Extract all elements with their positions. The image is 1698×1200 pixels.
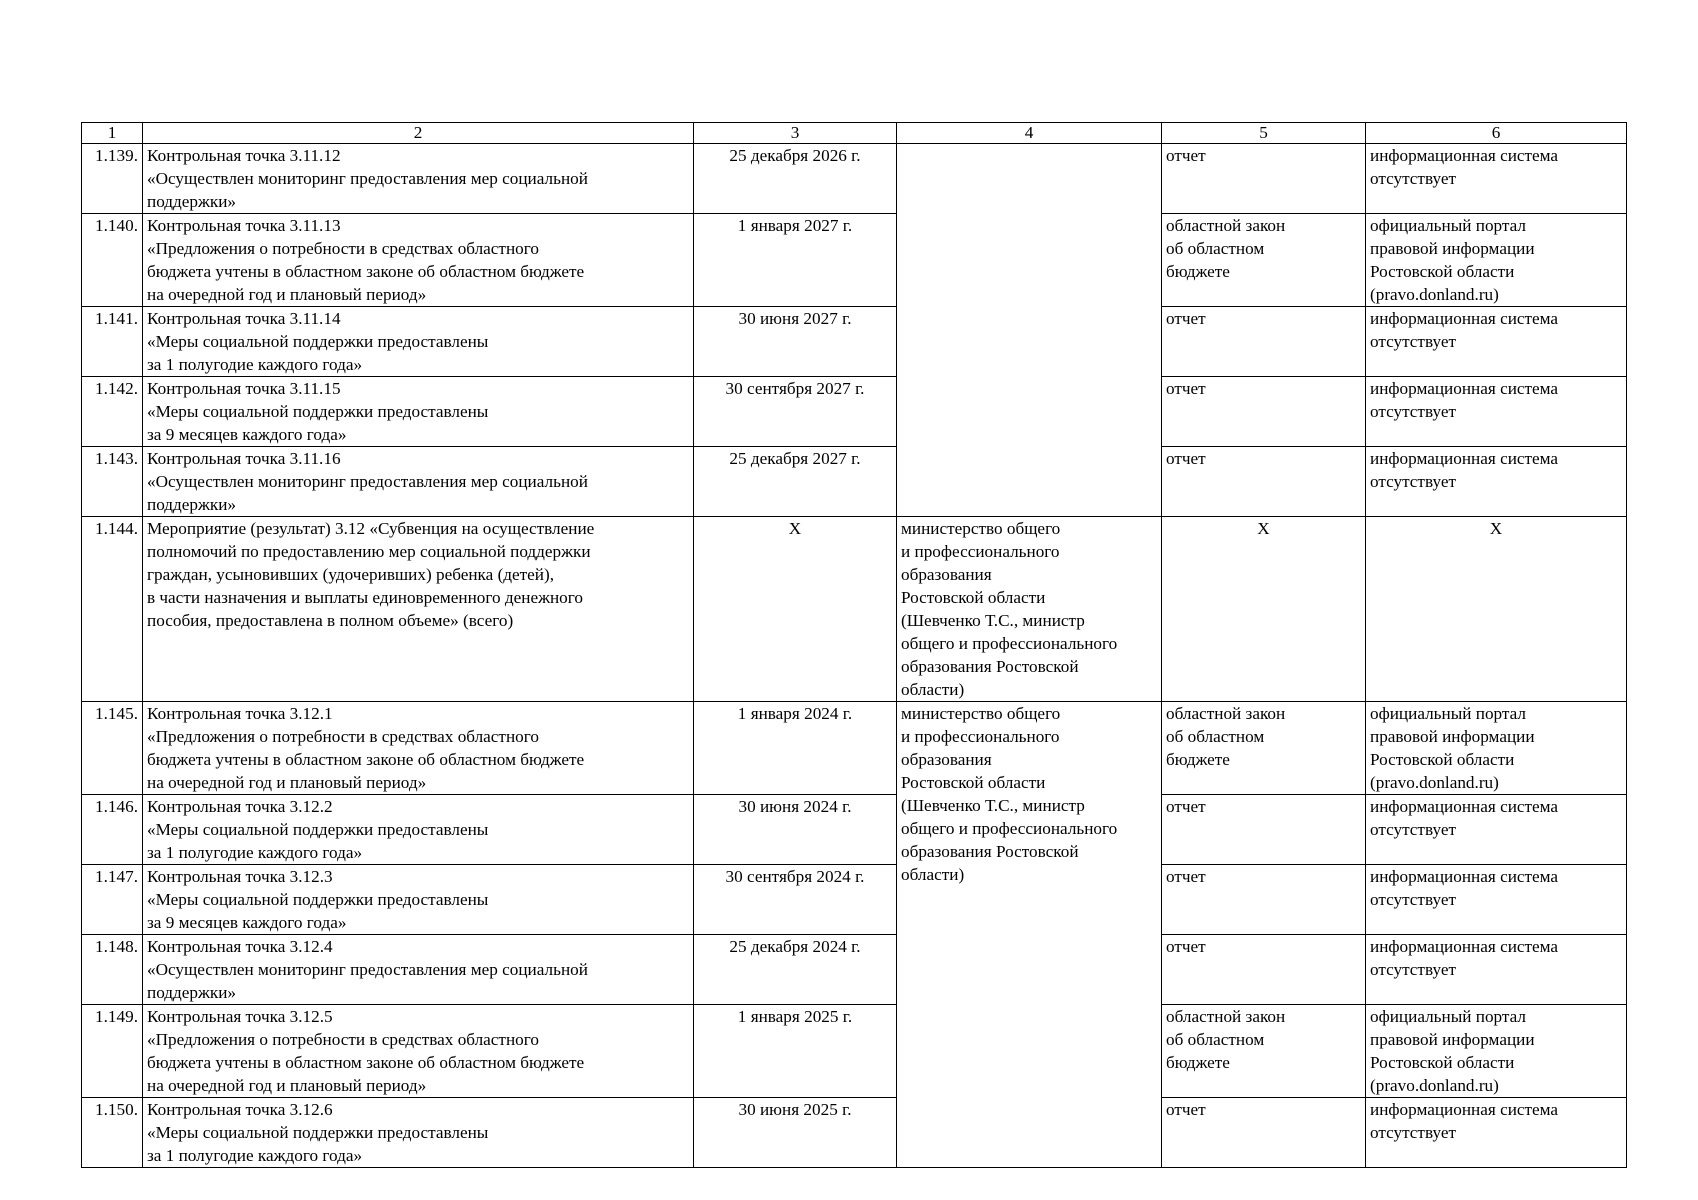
information-system-cell-line: (pravo.donland.ru) [1370,285,1499,304]
event-cell-line: «Меры социальной поддержки предоставлены [147,402,489,421]
event-cell-line: Контрольная точка 3.12.4 [147,937,333,956]
information-system-cell-line: официальный портал [1370,1007,1526,1026]
event-cell [143,377,694,447]
event-cell-line: «Предложения о потребности в средствах областного [147,727,539,746]
event-cell [143,865,694,935]
table-row [82,795,1627,865]
table-row [82,1005,1627,1098]
table-row [82,307,1627,377]
document-type-cell [1162,1098,1366,1168]
information-system-cell [1366,144,1627,214]
information-system-cell-line: информационная система [1370,1100,1559,1119]
responsible-line: министерство общего [901,519,1061,538]
event-cell-line: «Меры социальной поддержки предоставлены [147,1123,489,1142]
table-row [82,865,1627,935]
event-cell [143,795,694,865]
information-system-cell-line: X [1489,519,1503,538]
event-cell-line: бюджета учтены в областном законе об областном бюджете [147,1053,585,1072]
event-cell-line: в части назначения и выплаты единовременного денежного [147,588,583,607]
information-system-cell-line: отсутствует [1370,820,1456,839]
information-system-cell [1366,865,1627,935]
information-system-cell-line: информационная система [1370,146,1559,165]
table-body [82,123,1627,1168]
date-cell: 1 января 2027 г. [694,214,897,307]
event-cell-line: за 1 полугодие каждого года» [147,1146,363,1165]
information-system-cell-line: правовой информации [1370,727,1535,746]
information-system-cell [1366,377,1627,447]
responsible-line: образования [901,750,992,769]
information-system-cell-line: отсутствует [1370,890,1456,909]
responsible-line: Ростовской области [901,588,1046,607]
event-cell-line: поддержки» [147,983,237,1002]
event-cell-line: бюджета учтены в областном законе об областном бюджете [147,262,585,281]
document-type-cell [1162,307,1366,377]
event-cell-line: поддержки» [147,495,237,514]
row-number: 1.139. [82,144,143,214]
event-cell [143,144,694,214]
document-type-cell-line: отчет [1166,1100,1206,1119]
row-number: 1.147. [82,865,143,935]
responsible-cell [897,702,1162,1168]
event-cell [143,1098,694,1168]
row-number: 1.146. [82,795,143,865]
information-system-cell [1366,447,1627,517]
row-number: 1.148. [82,935,143,1005]
information-system-cell [1366,1005,1627,1098]
information-system-cell [1366,1098,1627,1168]
responsible-line: и профессионального [901,727,1060,746]
event-cell-line: Контрольная точка 3.12.5 [147,1007,333,1026]
information-system-cell [1366,307,1627,377]
event-cell-line: «Предложения о потребности в средствах областного [147,239,539,258]
document-type-cell [1162,447,1366,517]
document-type-cell-line: отчет [1166,309,1206,328]
event-cell-line: граждан, усыновивших (удочеривших) ребенка (детей), [147,565,555,584]
event-cell-line: пособия, предоставлена в полном объеме» (всего) [147,611,514,630]
information-system-cell [1366,795,1627,865]
table-row [82,702,1627,795]
document-type-cell [1162,1005,1366,1098]
information-system-cell-line: информационная система [1370,797,1559,816]
event-cell-line: «Меры социальной поддержки предоставлены [147,332,489,351]
table-row [82,144,1627,214]
column-header-2: 2 [143,123,694,144]
document-type-cell [1162,214,1366,307]
event-cell-line: «Осуществлен мониторинг предоставления мер социальной [147,960,588,979]
information-system-cell-line: (pravo.donland.ru) [1370,773,1499,792]
information-system-cell-line: Ростовской области [1370,1053,1515,1072]
event-cell-line: поддержки» [147,192,237,211]
event-cell [143,517,694,702]
column-header-1: 1 [82,123,143,144]
column-header-3: 3 [694,123,897,144]
event-cell-line: полномочий по предоставлению мер социальной поддержки [147,542,591,561]
information-system-cell-line: отсутствует [1370,402,1456,421]
event-cell [143,935,694,1005]
event-cell-line: Контрольная точка 3.12.2 [147,797,333,816]
event-cell-line: Контрольная точка 3.12.1 [147,704,333,723]
information-system-cell-line: отсутствует [1370,1123,1456,1142]
responsible-line: (Шевченко Т.С., министр [901,611,1085,630]
responsible-cell [897,517,1162,702]
information-system-cell-line: отсутствует [1370,332,1456,351]
event-cell-line: Мероприятие (результат) 3.12 «Субвенция на осуществление [147,519,595,538]
document-type-cell-line: отчет [1166,449,1206,468]
document-type-cell [1162,517,1366,702]
table-row [82,214,1627,307]
event-cell-line: «Предложения о потребности в средствах областного [147,1030,539,1049]
responsible-line: образования [901,565,992,584]
event-cell-line: Контрольная точка 3.12.3 [147,867,333,886]
event-cell-line: Контрольная точка 3.11.12 [147,146,341,165]
column-number-header-row [82,123,1627,144]
information-system-cell-line: информационная система [1370,379,1559,398]
responsible-line: общего и профессионального [901,634,1118,653]
column-header-6: 6 [1366,123,1627,144]
information-system-cell [1366,517,1627,702]
row-number: 1.142. [82,377,143,447]
event-cell-line: на очередной год и плановый период» [147,773,427,792]
document-type-cell [1162,865,1366,935]
document-type-cell-line: об областном [1166,1030,1265,1049]
document-type-cell [1162,935,1366,1005]
responsible-line: образования Ростовской [901,657,1079,676]
information-system-cell-line: отсутствует [1370,960,1456,979]
event-cell-line: Контрольная точка 3.11.16 [147,449,341,468]
document-type-cell [1162,702,1366,795]
information-system-cell [1366,935,1627,1005]
event-cell-line: Контрольная точка 3.11.13 [147,216,341,235]
event-cell-line: «Осуществлен мониторинг предоставления мер социальной [147,472,588,491]
document-type-cell-line: отчет [1166,797,1206,816]
document-type-cell-line: бюджете [1166,262,1230,281]
event-cell-line: «Меры социальной поддержки предоставлены [147,890,489,909]
responsible-line: и профессионального [901,542,1060,561]
responsible-cell [897,144,1162,517]
row-number: 1.143. [82,447,143,517]
table-row [82,935,1627,1005]
event-cell [143,307,694,377]
date-cell: 25 декабря 2027 г. [694,447,897,517]
document-type-cell-line: отчет [1166,146,1206,165]
event-cell [143,702,694,795]
event-cell-line: «Меры социальной поддержки предоставлены [147,820,489,839]
information-system-cell-line: отсутствует [1370,169,1456,188]
responsible-line: образования Ростовской [901,842,1079,861]
row-number: 1.149. [82,1005,143,1098]
table-row [82,517,1627,702]
event-cell [143,1005,694,1098]
date-cell: 30 сентября 2027 г. [694,377,897,447]
table-row [82,377,1627,447]
row-number: 1.140. [82,214,143,307]
event-cell [143,214,694,307]
responsible-line: общего и профессионального [901,819,1118,838]
document-type-cell-line: отчет [1166,937,1206,956]
responsible-line: области) [901,865,965,884]
information-system-cell-line: информационная система [1370,449,1559,468]
table-row [82,1098,1627,1168]
document-type-cell-line: областной закон [1166,1007,1286,1026]
date-cell: X [694,517,897,702]
document-type-cell [1162,144,1366,214]
document-type-cell-line: бюджете [1166,1053,1230,1072]
date-cell: 30 июня 2025 г. [694,1098,897,1168]
information-system-cell-line: правовой информации [1370,239,1535,258]
event-cell-line: за 1 полугодие каждого года» [147,843,363,862]
document-type-cell-line: областной закон [1166,216,1286,235]
date-cell: 25 декабря 2024 г. [694,935,897,1005]
responsible-line: (Шевченко Т.С., министр [901,796,1085,815]
event-cell-line: Контрольная точка 3.11.15 [147,379,341,398]
control-points-table [81,122,1627,1168]
document-type-cell-line: об областном [1166,239,1265,258]
information-system-cell-line: Ростовской области [1370,750,1515,769]
document-type-cell-line: бюджете [1166,750,1230,769]
table-row [82,447,1627,517]
event-cell-line: бюджета учтены в областном законе об областном бюджете [147,750,585,769]
information-system-cell [1366,214,1627,307]
document-type-cell-line: X [1257,519,1270,538]
event-cell-line: за 9 месяцев каждого года» [147,913,347,932]
document-type-cell [1162,377,1366,447]
information-system-cell-line: (pravo.donland.ru) [1370,1076,1499,1095]
row-number: 1.145. [82,702,143,795]
document-type-cell [1162,795,1366,865]
date-cell: 30 июня 2024 г. [694,795,897,865]
row-number: 1.144. [82,517,143,702]
event-cell-line: за 9 месяцев каждого года» [147,425,347,444]
event-cell-line: Контрольная точка 3.11.14 [147,309,341,328]
event-cell-line: «Осуществлен мониторинг предоставления мер социальной [147,169,588,188]
information-system-cell-line: информационная система [1370,937,1559,956]
date-cell: 1 января 2025 г. [694,1005,897,1098]
row-number: 1.150. [82,1098,143,1168]
responsible-line: министерство общего [901,704,1061,723]
event-cell-line: Контрольная точка 3.12.6 [147,1100,333,1119]
information-system-cell-line: Ростовской области [1370,262,1515,281]
information-system-cell-line: отсутствует [1370,472,1456,491]
column-header-5: 5 [1162,123,1366,144]
document-type-cell-line: отчет [1166,379,1206,398]
date-cell: 30 сентября 2024 г. [694,865,897,935]
document-type-cell-line: отчет [1166,867,1206,886]
date-cell: 1 января 2024 г. [694,702,897,795]
event-cell-line: за 1 полугодие каждого года» [147,355,363,374]
document-type-cell-line: областной закон [1166,704,1286,723]
event-cell [143,447,694,517]
date-cell: 30 июня 2027 г. [694,307,897,377]
responsible-line: Ростовской области [901,773,1046,792]
column-header-4: 4 [897,123,1162,144]
information-system-cell-line: официальный портал [1370,704,1526,723]
event-cell-line: на очередной год и плановый период» [147,285,427,304]
information-system-cell-line: официальный портал [1370,216,1526,235]
information-system-cell-line: правовой информации [1370,1030,1535,1049]
date-cell: 25 декабря 2026 г. [694,144,897,214]
information-system-cell-line: информационная система [1370,867,1559,886]
document-type-cell-line: об областном [1166,727,1265,746]
information-system-cell-line: информационная система [1370,309,1559,328]
row-number: 1.141. [82,307,143,377]
information-system-cell [1366,702,1627,795]
responsible-line: области) [901,680,965,699]
event-cell-line: на очередной год и плановый период» [147,1076,427,1095]
